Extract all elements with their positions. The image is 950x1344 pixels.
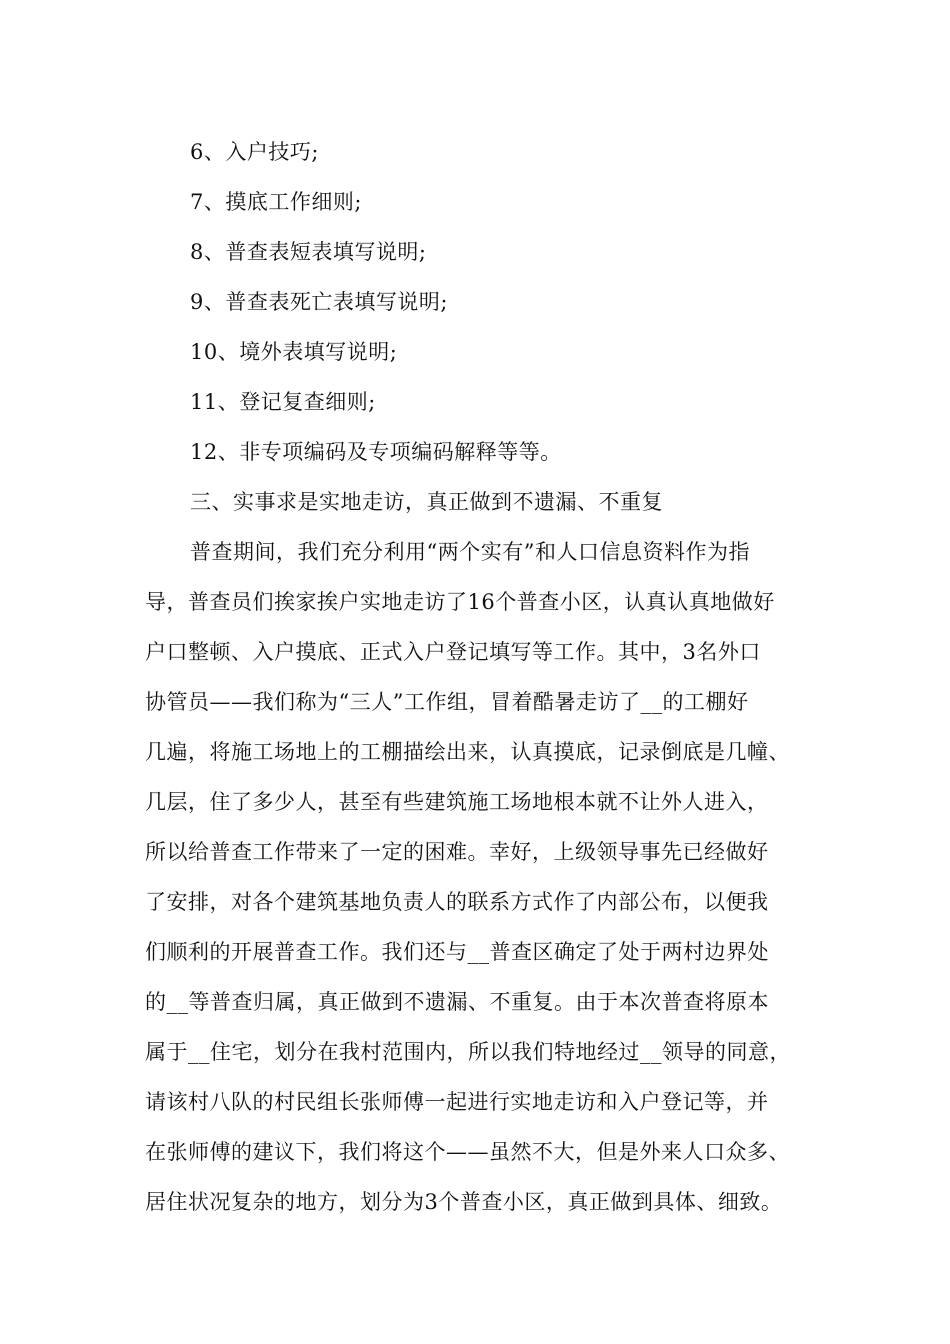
list-item: 6、入户技巧; (190, 140, 319, 164)
paragraph-line: 请该村八队的村民组长张师傅一起进行实地走访和入户登记等，并 (145, 1090, 769, 1114)
paragraph-line: 户口整顿、入户摸底、正式入户登记填写等工作。其中，3名外口 (145, 640, 761, 664)
paragraph-line: 属于__住宅，划分在我村范围内，所以我们特地经过__领导的同意， (145, 1040, 791, 1064)
list-item: 11、登记复查细则; (190, 390, 376, 414)
paragraph-line: 普查期间，我们充分利用“两个实有”和人口信息资料作为指 (190, 540, 750, 564)
list-item: 10、境外表填写说明; (190, 340, 398, 364)
list-item: 12、非专项编码及专项编码解释等等。 (190, 440, 562, 464)
paragraph-line: 几遍，将施工场地上的工棚描绘出来，认真摸底，记录倒底是几幢、 (145, 740, 790, 764)
paragraph-line: 们顺利的开展普查工作。我们还与__普查区确定了处于两村边界处 (145, 940, 769, 964)
paragraph-line: 的__等普查归属，真正做到不遗漏、不重复。由于本次普查将原本 (145, 990, 769, 1014)
paragraph-line: 了安排，对各个建筑基地负责人的联系方式作了内部公布，以便我 (145, 890, 769, 914)
list-item: 9、普查表死亡表填写说明; (190, 290, 448, 314)
paragraph-line: 居住状况复杂的地方，划分为3个普查小区，真正做到具体、细致。 (145, 1190, 783, 1214)
list-item: 8、普查表短表填写说明; (190, 240, 427, 264)
paragraph-line: 协管员——我们称为“三人”工作组，冒着酷暑走访了__的工棚好 (145, 690, 749, 714)
paragraph-line: 几层，住了多少人，甚至有些建筑施工场地根本就不让外人进入， (145, 790, 769, 814)
section-heading: 三、实事求是实地走访，真正做到不遗漏、不重复 (190, 490, 663, 514)
list-item: 7、摸底工作细则; (190, 190, 362, 214)
paragraph-line: 在张师傅的建议下，我们将这个——虽然不大，但是外来人口众多、 (145, 1140, 790, 1164)
paragraph-line: 所以给普查工作带来了一定的困难。幸好，上级领导事先已经做好 (145, 840, 769, 864)
paragraph-line: 导，普查员们挨家挨户实地走访了16个普查小区，认真认真地做好 (145, 590, 775, 614)
